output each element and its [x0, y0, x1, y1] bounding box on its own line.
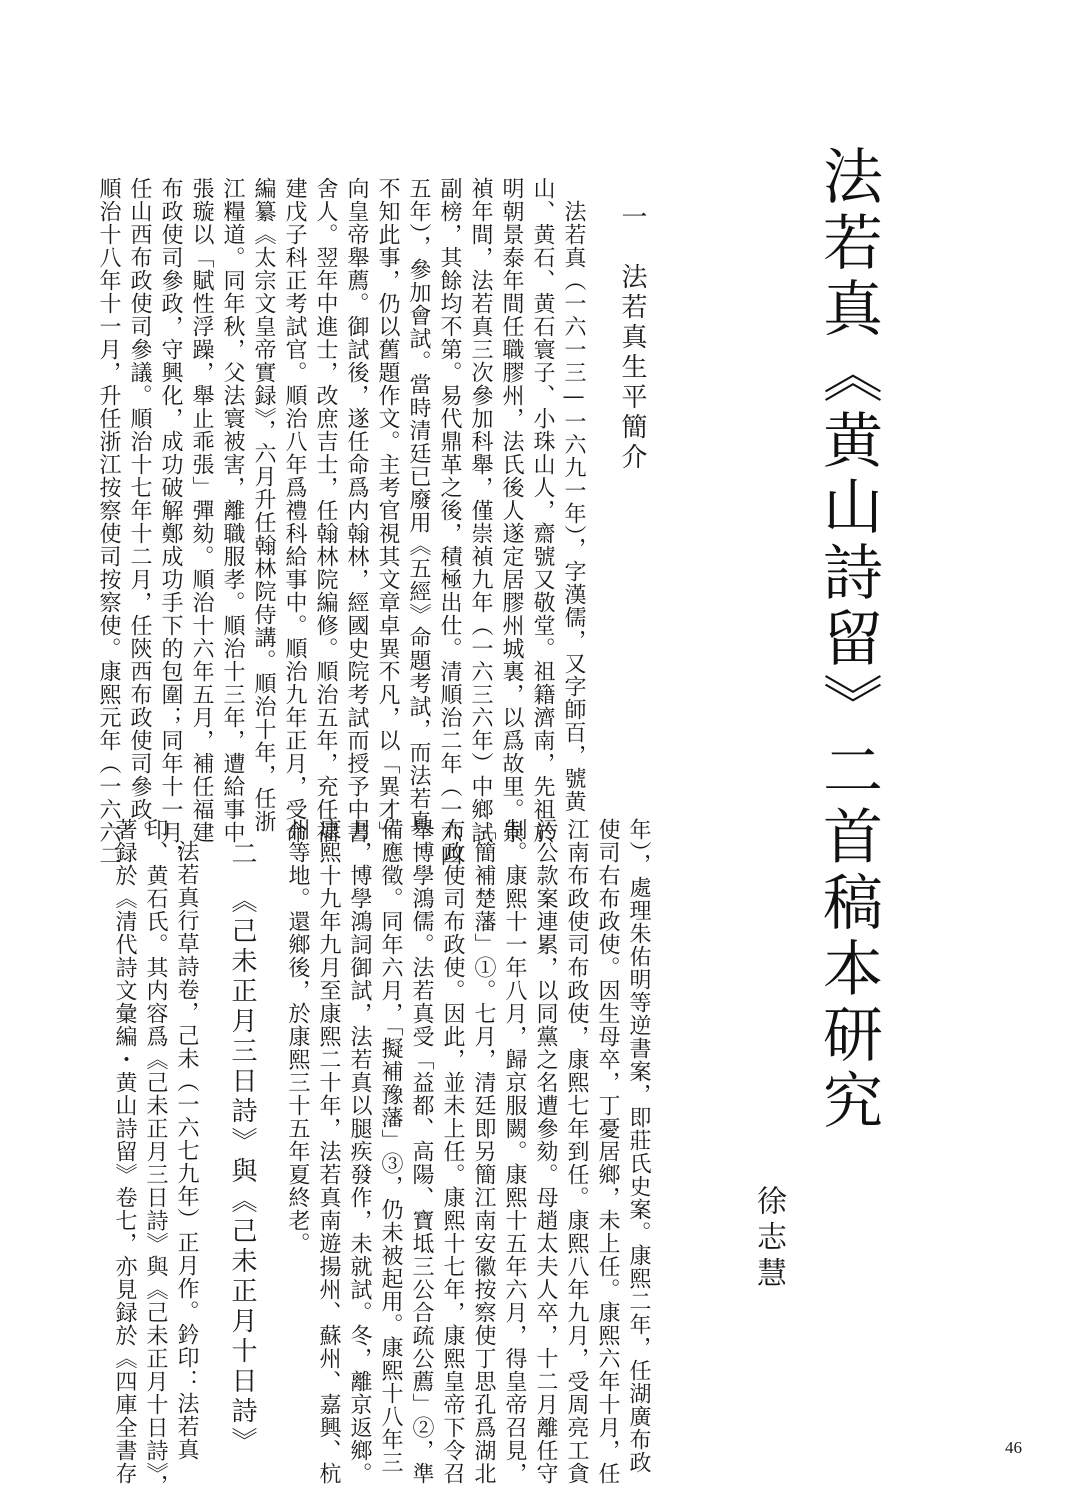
- section1-continued-line: 江南布政使司布政使，康熙七年到任。康熙八年九月，受周亮工貪: [564, 818, 589, 1485]
- page-number: 46: [1005, 1438, 1022, 1457]
- section1-continued-line: 制。康熙十一年八月，歸京服闕。康熙十五年六月，得皇帝召見，: [502, 818, 527, 1485]
- section1-line: 舍人。翌年中進士，改庶吉士，任翰林院編修。順治五年，充任福: [313, 177, 338, 844]
- section1-line: 五年），參加會試。當時清廷已廢用《五經》命題考試，而法若真: [406, 177, 431, 833]
- section1-line: 山、黄石、黄石寰子、小珠山人，齋號又敬堂。祖籍濟南，先祖於: [530, 177, 555, 844]
- section1-continued-line: 備應徵。同年六月，「擬補豫藩」③，仍未被起用。康熙十八年三: [378, 818, 403, 1474]
- section2-line: 著録於《清代詩文彙編・黄山詩留》卷七，亦見録於《四庫全書存: [112, 818, 137, 1485]
- section1-continued-line: 舉博學鴻儒。法若真受「益都、高陽、寶坻三公合疏公薦」②，準: [409, 818, 434, 1485]
- section2-line: 印、黄石氏。其内容爲《己未正月三日詩》與《己未正月十日詩》，: [143, 818, 168, 1497]
- section1-line: 副榜，其餘均不第。易代鼎革之後，積極出仕。清順治二年（一六四: [437, 177, 462, 867]
- section1-continued-line: 康熙十九年九月至康熙二十年，法若真南遊揚州、蘇州、嘉興、杭: [316, 818, 341, 1485]
- section1-line: 布政使司參政，守興化，成功破解鄭成功手下的包圍；同年十一月，: [158, 177, 183, 867]
- section1-line: 向皇帝舉薦。御試後，遂任命爲内翰林，經國史院考試而授予中書: [344, 177, 369, 844]
- section1-line: 順治十八年十一月，升任浙江按察使司按察使。康熙元年（一六六二: [96, 177, 121, 867]
- section1-continued-line: 布政使司布政使。因此，並未上任。康熙十七年，康熙皇帝下令召: [440, 818, 465, 1485]
- section2-line: 法若真行草詩卷，己未（一六七九年）正月作。鈐印：法若真: [174, 840, 199, 1461]
- section1-line: 張璇以「賦性浮躁，舉止乖張」彈劾。順治十六年五月，補任福建: [189, 177, 214, 844]
- section1-heading: 一 法若真生平簡介: [617, 203, 647, 473]
- section1-line: 法若真（一六一三—一六九一年），字漢儒，又字師百，號黄: [561, 200, 586, 813]
- section1-line: 明朝景泰年間任職膠州，法氏後人遂定居膠州城裏，以爲故里。崇: [499, 177, 524, 844]
- section1-continued-line: 州等地。還鄉後，於康熙三十五年夏終老。: [285, 818, 310, 1255]
- author-name: 徐志慧: [751, 1185, 786, 1293]
- section1-line: 編纂《太宗文皇帝實録》，六月升任翰林院侍講。順治十年，任浙: [251, 177, 276, 833]
- section1-continued-line: 月，博學鴻詞御試，法若真以腿疾發作，未就試。冬，離京返鄉。: [347, 818, 372, 1485]
- section2-heading: 二 《己未正月三日詩》與《己未正月十日詩》: [227, 840, 257, 1457]
- section1-line: 禎年間，法若真三次參加科舉，僅崇禎九年（一六三六年）中鄉試: [468, 177, 493, 844]
- section1-line: 江糧道。同年秋，父法寰被害，離職服孝。順治十三年，遭給事中: [220, 177, 245, 844]
- section1-continued-line: 年），處理朱佑明等逆書案，即莊氏史案。康熙二年，任湖廣布政: [626, 818, 651, 1474]
- section1-line: 任山西布政使司參議。順治十七年十二月，任陝西布政使司參政。: [127, 177, 152, 844]
- section1-continued-line: 「簡補楚藩」①。七月，清廷即另簡江南安徽按察使丁思孔爲湖北: [471, 818, 496, 1485]
- section1-continued-line: 污公款案連累，以同黨之名遭參劾。母趙太夫人卒，十二月離任守: [533, 818, 558, 1485]
- section1-continued-line: 使司右布政使。因生母卒，丁憂居鄉，未上任。康熙六年十月，任: [595, 818, 620, 1485]
- article-title: 法若真《黄山詩留》二首稿本研究: [813, 145, 883, 1135]
- section1-line: 建戊子科正考試官。順治八年爲禮科給事中。順治九年正月，受命: [282, 177, 307, 844]
- section1-line: 不知此事，仍以舊題作文。主考官視其文章卓異不凡，以「異才」: [375, 177, 400, 844]
